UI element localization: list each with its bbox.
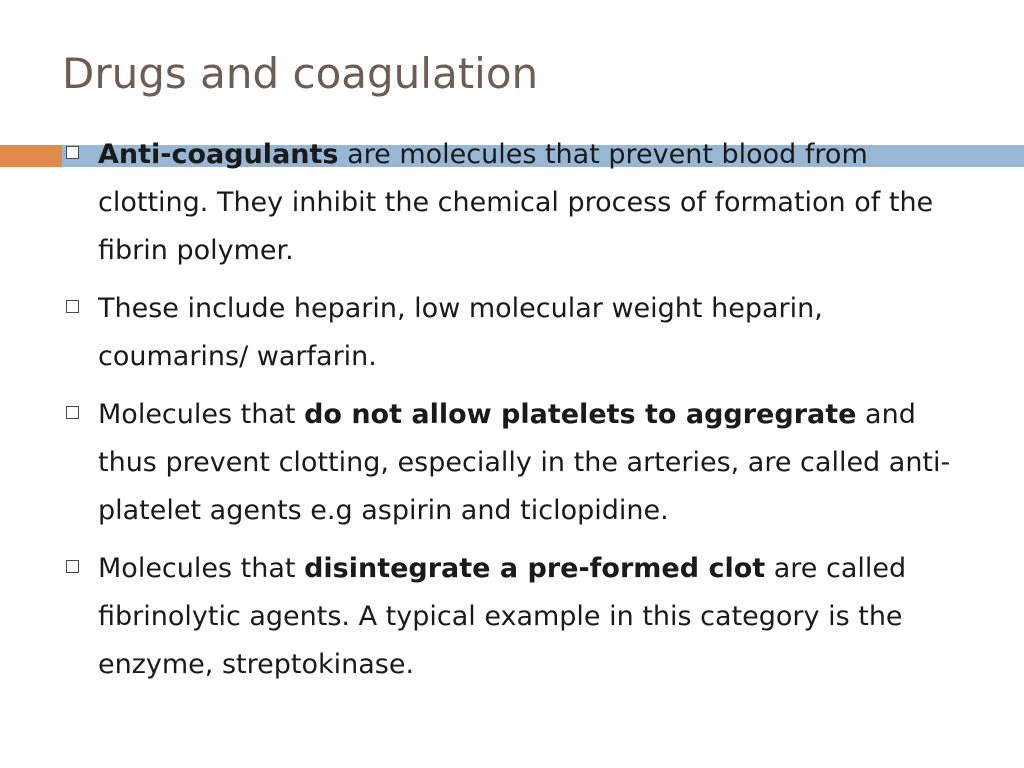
- slide-title: Drugs and coagulation: [62, 49, 539, 98]
- accent-bar-orange: [0, 145, 62, 167]
- bullet-bold-text: Anti-coagulants: [98, 139, 339, 170]
- bullet-antiplatelet: [62, 391, 962, 535]
- bullet-text: Molecules that: [98, 553, 305, 584]
- bullet-text: are molecules that prevent blood from clotting. They inhibit the chemical process of formation of the fibrin polymer.: [98, 139, 934, 266]
- square-bullet-icon: [66, 406, 79, 419]
- bullet-anticoagulants: [62, 131, 962, 275]
- square-bullet-icon: [66, 300, 79, 313]
- bullet-list: [62, 131, 962, 699]
- square-bullet-icon: [66, 146, 79, 159]
- bullet-text: These include heparin, low molecular weight heparin, coumarins/ warfarin.: [98, 293, 823, 372]
- bullet-examples: [62, 285, 962, 381]
- bullet-text: and thus prevent clotting, especially in the arteries, are called anti-platelet agents e.g aspirin and ticlopidine.: [98, 399, 951, 526]
- bullet-bold-text: disintegrate a pre-formed clot: [304, 553, 766, 584]
- bullet-bold-text: do not allow platelets to aggregrate: [304, 399, 857, 430]
- square-bullet-icon: [66, 560, 79, 573]
- bullet-fibrinolytic: [62, 545, 962, 689]
- bullet-text: Molecules that: [98, 399, 305, 430]
- bullet-text: are called fibrinolytic agents. A typical example in this category is the enzyme, streptokinase.: [98, 553, 907, 680]
